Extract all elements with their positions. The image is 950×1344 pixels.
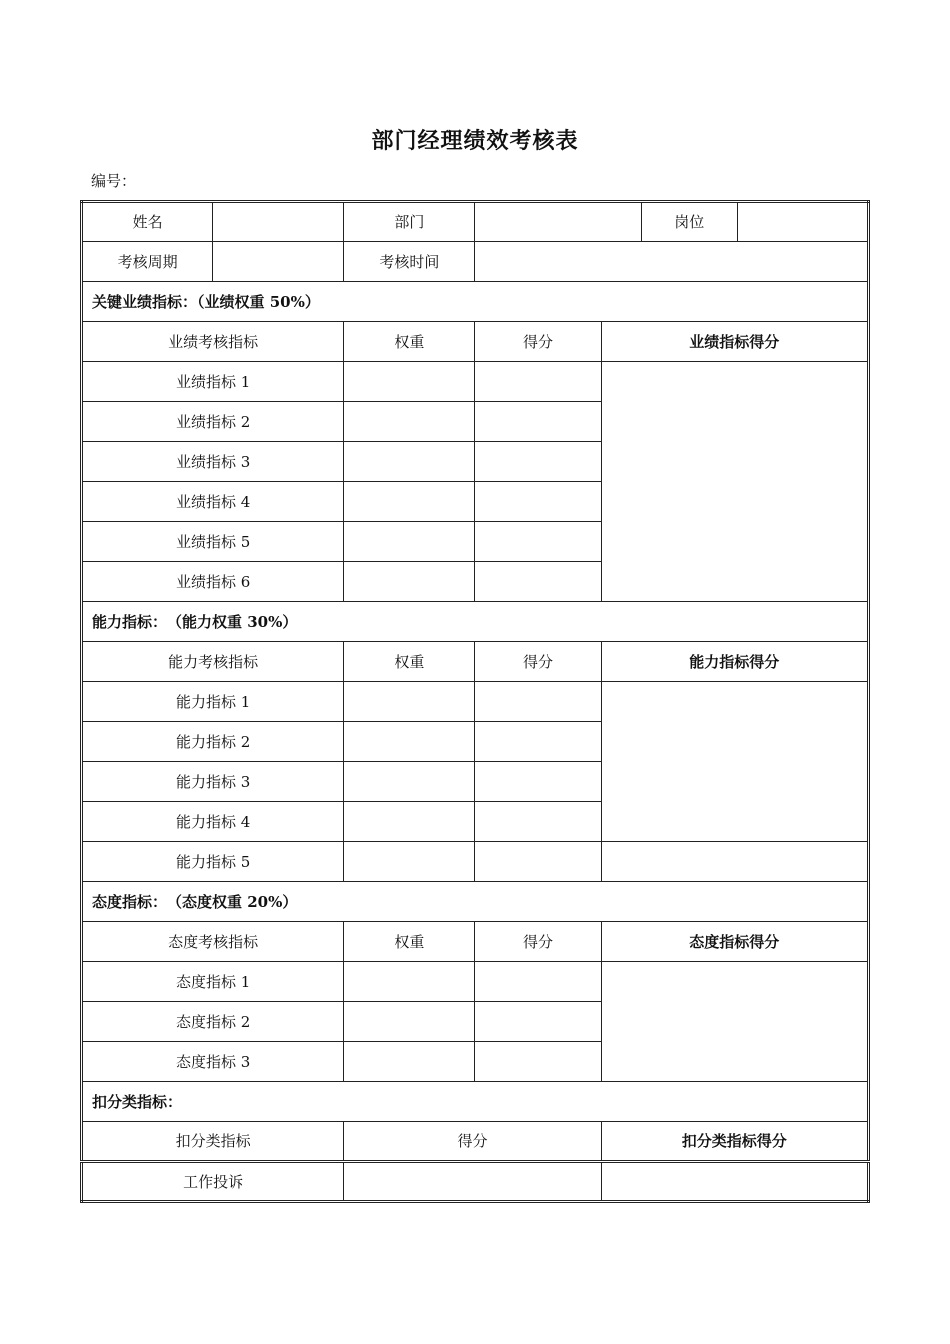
performance-score-cell[interactable] (475, 562, 601, 602)
performance-indicator-header: 业绩考核指标 (82, 322, 344, 362)
deduction-score-header: 得分 (344, 1122, 601, 1162)
ability-score-cell[interactable] (475, 762, 601, 802)
ability-weight-cell[interactable] (344, 842, 475, 882)
performance-weight-cell[interactable] (344, 482, 475, 522)
deduction-score-cell[interactable] (344, 1162, 601, 1202)
ability-indicator-5: 能力指标 5 (82, 842, 344, 882)
ability-indicator-4: 能力指标 4 (82, 802, 344, 842)
ability-score-header: 得分 (475, 642, 601, 682)
period-label: 考核周期 (82, 242, 213, 282)
name-field[interactable] (213, 202, 344, 242)
performance-score-cell[interactable] (475, 362, 601, 402)
ability-weight-cell[interactable] (344, 802, 475, 842)
performance-indicator-6: 业绩指标 6 (82, 562, 344, 602)
position-field[interactable] (737, 202, 868, 242)
performance-indicator-5: 业绩指标 5 (82, 522, 344, 562)
attitude-section-row (82, 882, 869, 922)
ability-weight-cell[interactable] (344, 722, 475, 762)
performance-score-header: 得分 (475, 322, 601, 362)
ability-total-header: 能力指标得分 (601, 642, 868, 682)
attitude-score-header: 得分 (475, 922, 601, 962)
performance-header-row (82, 322, 869, 362)
attitude-score-cell[interactable] (475, 1002, 601, 1042)
deduction-total-score-cell[interactable] (601, 1162, 868, 1202)
appraisal-form-table (80, 200, 870, 1203)
table-row (82, 962, 869, 1002)
name-label: 姓名 (82, 202, 213, 242)
ability-indicator-3: 能力指标 3 (82, 762, 344, 802)
attitude-weight-cell[interactable] (344, 962, 475, 1002)
page-title: 部门经理绩效考核表 (371, 128, 579, 154)
ability-score-cell[interactable] (475, 682, 601, 722)
performance-weight-cell[interactable] (344, 402, 475, 442)
serial-number-label: 编号： (91, 172, 137, 190)
ability-total-score-cell[interactable] (601, 682, 868, 842)
attitude-total-header: 态度指标得分 (601, 922, 868, 962)
performance-weight-header: 权重 (344, 322, 475, 362)
performance-score-cell[interactable] (475, 442, 601, 482)
attitude-indicator-3: 态度指标 3 (82, 1042, 344, 1082)
deduction-indicator-header: 扣分类指标 (82, 1122, 344, 1162)
assessment-time-field[interactable] (475, 242, 869, 282)
performance-score-cell[interactable] (475, 522, 601, 562)
position-label: 岗位 (641, 202, 737, 242)
attitude-indicator-2: 态度指标 2 (82, 1002, 344, 1042)
performance-weight-cell[interactable] (344, 562, 475, 602)
attitude-weight-cell[interactable] (344, 1042, 475, 1082)
table-row (82, 362, 869, 402)
deduction-total-header: 扣分类指标得分 (601, 1122, 868, 1162)
performance-weight-cell[interactable] (344, 362, 475, 402)
attitude-weight-header: 权重 (344, 922, 475, 962)
performance-weight-cell[interactable] (344, 522, 475, 562)
performance-indicator-3: 业绩指标 3 (82, 442, 344, 482)
info-row-1 (82, 202, 869, 242)
table-row (82, 842, 869, 882)
performance-score-cell[interactable] (475, 402, 601, 442)
ability-weight-cell[interactable] (344, 762, 475, 802)
department-label: 部门 (344, 202, 475, 242)
ability-indicator-header: 能力考核指标 (82, 642, 344, 682)
ability-weight-header: 权重 (344, 642, 475, 682)
performance-indicator-1: 业绩指标 1 (82, 362, 344, 402)
attitude-weight-cell[interactable] (344, 1002, 475, 1042)
table-row (82, 682, 869, 722)
deduction-section-title: 扣分类指标： (82, 1082, 869, 1122)
attitude-score-cell[interactable] (475, 962, 601, 1002)
ability-score-cell[interactable] (475, 802, 601, 842)
attitude-total-score-cell[interactable] (601, 962, 868, 1082)
performance-section-title: 关键业绩指标：（业绩权重 50%） (82, 282, 869, 322)
ability-weight-cell[interactable] (344, 682, 475, 722)
attitude-section-title: 态度指标： （态度权重 20%） (82, 882, 869, 922)
ability-indicator-2: 能力指标 2 (82, 722, 344, 762)
ability-header-row (82, 642, 869, 682)
ability-section-title: 能力指标： （能力权重 30%） (82, 602, 869, 642)
ability-indicator-1: 能力指标 1 (82, 682, 344, 722)
performance-indicator-4: 业绩指标 4 (82, 482, 344, 522)
assessment-time-label: 考核时间 (344, 242, 475, 282)
attitude-score-cell[interactable] (475, 1042, 601, 1082)
performance-score-cell[interactable] (475, 482, 601, 522)
deduction-indicator-1: 工作投诉 (82, 1162, 344, 1202)
department-field[interactable] (475, 202, 641, 242)
ability-section-row (82, 602, 869, 642)
attitude-header-row (82, 922, 869, 962)
ability-extra-score-cell[interactable] (601, 842, 868, 882)
ability-score-cell[interactable] (475, 842, 601, 882)
deduction-section-row (82, 1082, 869, 1122)
deduction-header-row (82, 1122, 869, 1162)
performance-indicator-2: 业绩指标 2 (82, 402, 344, 442)
performance-total-header: 业绩指标得分 (601, 322, 868, 362)
performance-weight-cell[interactable] (344, 442, 475, 482)
info-row-2 (82, 242, 869, 282)
period-field[interactable] (213, 242, 344, 282)
attitude-indicator-header: 态度考核指标 (82, 922, 344, 962)
ability-score-cell[interactable] (475, 722, 601, 762)
table-row (82, 1162, 869, 1202)
performance-section-row (82, 282, 869, 322)
performance-total-score-cell[interactable] (601, 362, 868, 602)
attitude-indicator-1: 态度指标 1 (82, 962, 344, 1002)
